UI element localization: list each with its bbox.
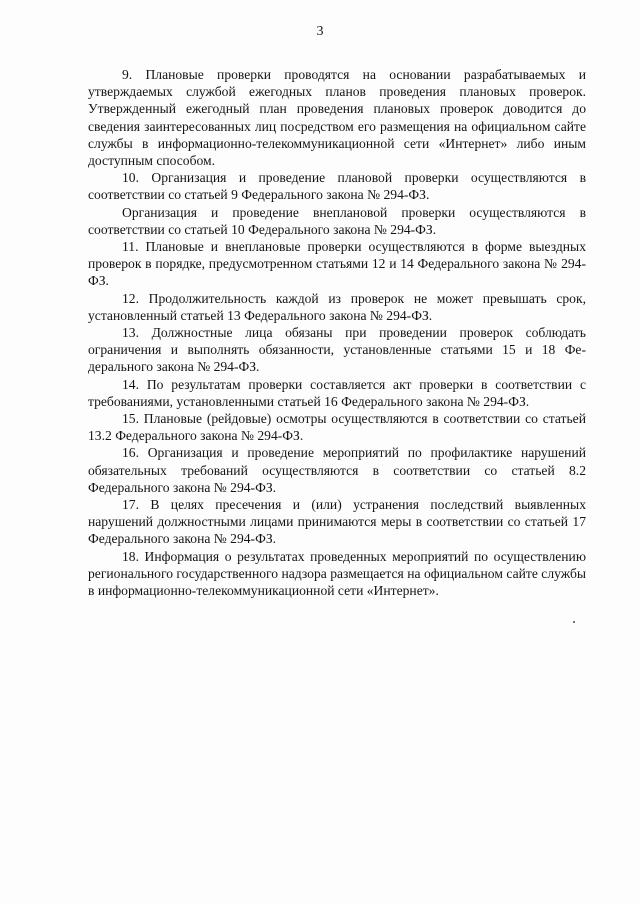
- paragraph-9: 9. Плановые проверки проводятся на основании разрабатываемых и утверждаемых службой ежегодных планов проведения плановых проверок. Утвержденный ежегодный план проведения плановых проверок доводится до сведения заинтересованных лиц посредством его размещения на официальном сайте службы в информационно-телекоммуникационной сети «Интернет» либо иным доступным способом.: [88, 67, 586, 169]
- paragraph-10: 10. Организация и проведение плановой проверки осуществляются в соответствии со статьей 9 Федерального закона № 294-ФЗ.: [88, 170, 586, 203]
- paragraph-14: 14. По результатам проверки составляется акт проверки в соответствии с требованиями, установленными статьей 16 Федерального закона № 294-ФЗ.: [88, 376, 586, 409]
- paragraph-16: 16. Организация и проведение мероприятий по профилактике нарушений обязательных требований осуществляются в соответствии со статьей 8.2 Федерального закона № 294-ФЗ.: [88, 445, 586, 495]
- paragraph-10-continued: Организация и проведение внеплановой проверки осуществляются в соответствии со статьей 10 Федерального закона № 294-ФЗ.: [88, 204, 586, 237]
- document-body: [88, 66, 586, 599]
- paragraph-17: 17. В целях пресечения и (или) устранения последствий выявленных нарушений должностными лицами принимаются меры в соответствии со статьей 17 Федерального закона № 294-ФЗ.: [88, 497, 586, 547]
- page-number: 3: [316, 24, 324, 39]
- paragraph-13: 13. Должностные лица обязаны при проведении проверок соблюдать ограничения и выполнять обязанности, установленные статьями 15 и 18 Федерального закона № 294-ФЗ.: [88, 325, 586, 375]
- scan-speck: [573, 621, 575, 623]
- paragraph-12: 12. Продолжительность каждой из проверок не может превышать срок, установленный статьей 13 Федерального закона № 294-ФЗ.: [88, 290, 586, 323]
- paragraph-11: 11. Плановые и внеплановые проверки осуществляются в форме выездных проверок в порядке, предусмотренном статьями 12 и 14 Федерального закона № 294-ФЗ.: [88, 239, 586, 289]
- paragraph-18: 18. Информация о результатах проведенных мероприятий по осуществлению регионального государственного надзора размещается на официальном сайте службы в информационно-телекоммуникационной сети «Интернет».: [88, 548, 586, 599]
- paragraph-15: 15. Плановые (рейдовые) осмотры осуществляются в соответствии со статьей 13.2 Федерального закона № 294-ФЗ.: [88, 411, 586, 444]
